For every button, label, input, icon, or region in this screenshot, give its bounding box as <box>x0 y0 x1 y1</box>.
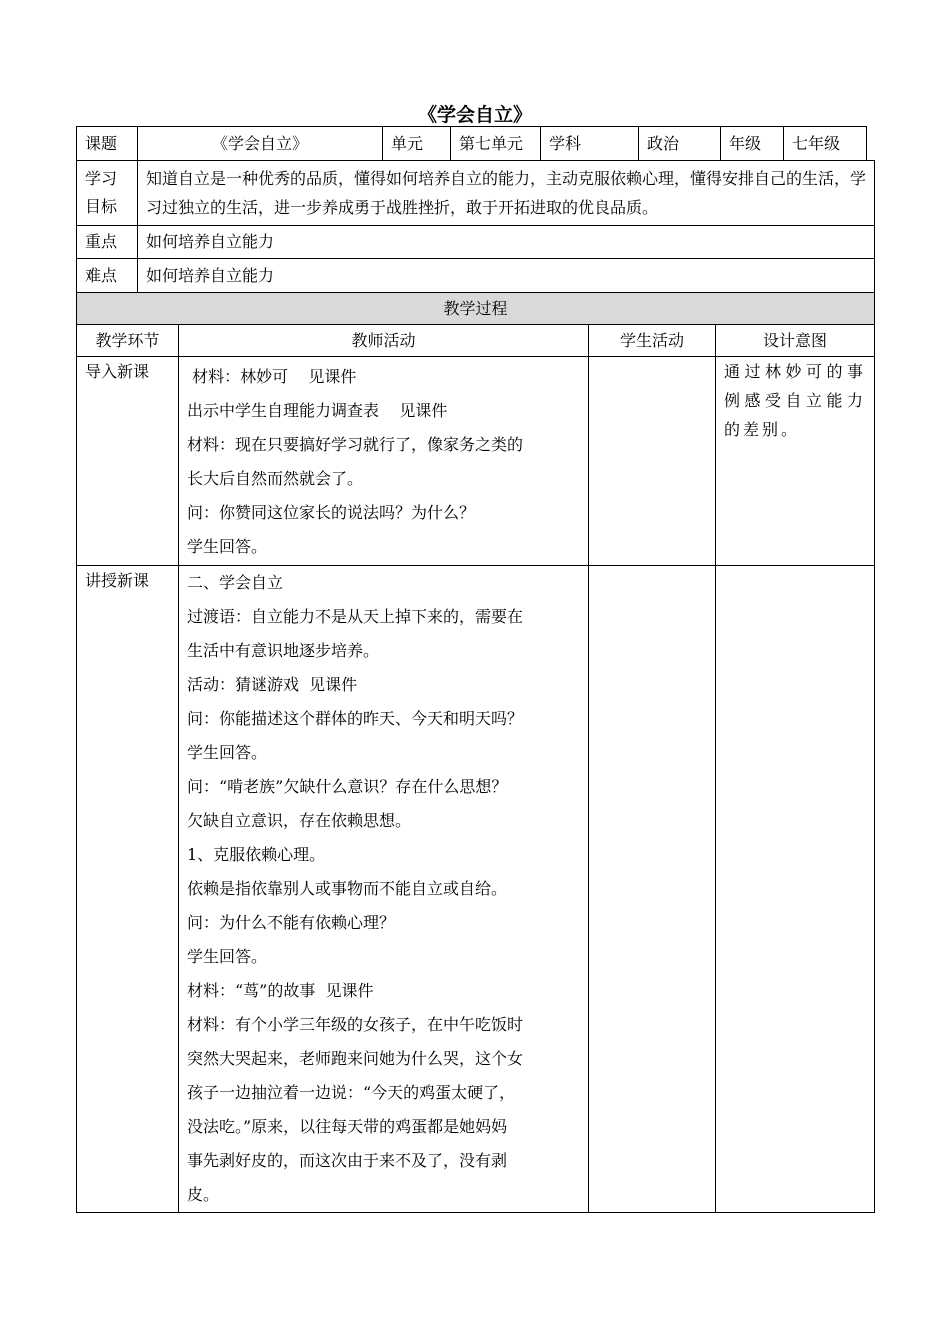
teach-line: 二、学会自立 <box>187 573 284 592</box>
intro-stage: 导入新课 <box>77 357 179 566</box>
goals-table <box>76 160 875 293</box>
teach-teacher-activity <box>179 566 589 1213</box>
teach-line: 皮。 <box>187 1185 220 1204</box>
teach-line: 1、克服依赖心理。 <box>187 845 326 864</box>
teach-line: 欠缺自立意识，存在依赖思想。 <box>187 811 412 830</box>
goals-text: 知道自立是一种优秀的品质，懂得如何培养自立的能力，主动克服依赖心理，懂得安排自己的生活，学习过独立的生活，进一步养成勇于战胜挫折，敢于开拓进取的优良品质。 <box>138 161 875 226</box>
teach-line: 活动：猜谜游戏 见课件 <box>187 675 358 694</box>
key-point-text: 如何培养自立能力 <box>138 226 875 259</box>
teach-design-intent <box>716 566 875 1213</box>
subject-label: 学科 <box>541 127 639 161</box>
teach-line: 过渡语：自立能力不是从天上掉下来的，需要在 <box>187 607 524 626</box>
intro-line: 材料：现在只要搞好学习就行了，像家务之类的 <box>187 435 524 454</box>
subject-value: 政治 <box>639 127 721 161</box>
unit-label: 单元 <box>383 127 451 161</box>
goals-label-line2: 目标 <box>85 197 118 216</box>
teach-line: 问：你能描述这个群体的昨天、今天和明天吗？ <box>187 709 524 728</box>
intro-line: 学生回答。 <box>187 537 268 556</box>
intro-line: 出示中学生自理能力调查表 见课件 <box>187 401 448 420</box>
teach-line: 孩子一边抽泣着一边说：“今天的鸡蛋太硬了， <box>187 1083 516 1102</box>
intro-design-intent: 通过林妙可的事例感受自立能力的差别。 <box>716 357 875 566</box>
teach-line: 问：为什么不能有依赖心理？ <box>187 913 396 932</box>
teach-line: 生活中有意识地逐步培养。 <box>187 641 380 660</box>
teach-student-activity <box>589 566 716 1213</box>
teach-line: 问：“啃老族”欠缺什么意识？存在什么思想？ <box>187 777 508 796</box>
grade-label: 年级 <box>721 127 784 161</box>
page-title: 《学会自立》 <box>417 104 532 126</box>
teach-line: 学生回答。 <box>187 743 268 762</box>
intro-line: 问：你赞同这位家长的说法吗？为什么？ <box>187 503 476 522</box>
teach-line: 没法吃。”原来，以往每天带的鸡蛋都是她妈妈 <box>187 1117 508 1136</box>
key-point-label: 重点 <box>77 226 138 259</box>
unit-value: 第七单元 <box>451 127 541 161</box>
header-stage: 教学环节 <box>77 325 179 357</box>
header-design: 设计意图 <box>716 325 875 357</box>
difficulty-text: 如何培养自立能力 <box>138 259 875 293</box>
teach-line: 依赖是指依靠别人或事物而不能自立或自给。 <box>187 879 508 898</box>
intro-line: 长大后自然而然就会了。 <box>187 469 364 488</box>
grade-value: 七年级 <box>784 127 867 161</box>
process-title: 教学过程 <box>77 293 875 325</box>
goals-label-line1: 学习 <box>85 169 118 188</box>
header-teacher: 教师活动 <box>179 325 589 357</box>
topic-value: 《学会自立》 <box>138 127 383 161</box>
teach-line: 学生回答。 <box>187 947 268 966</box>
intro-line: 材料：林妙可 见课件 <box>187 367 357 386</box>
topic-label: 课题 <box>77 127 138 161</box>
process-table <box>76 292 875 1213</box>
intro-student-activity <box>589 357 716 566</box>
header-student: 学生活动 <box>589 325 716 357</box>
goals-label <box>77 161 138 226</box>
teach-line: 材料：“茑”的故事 见课件 <box>187 981 374 1000</box>
teach-line: 突然大哭起来，老师跑来问她为什么哭，这个女 <box>187 1049 524 1068</box>
difficulty-label: 难点 <box>77 259 138 293</box>
teach-line: 材料：有个小学三年级的女孩子，在中午吃饭时 <box>187 1015 524 1034</box>
info-table <box>76 126 867 161</box>
intro-teacher-activity <box>179 357 589 566</box>
teach-line: 事先剥好皮的，而这次由于来不及了，没有剥 <box>187 1151 508 1170</box>
teach-stage: 讲授新课 <box>77 566 179 1213</box>
